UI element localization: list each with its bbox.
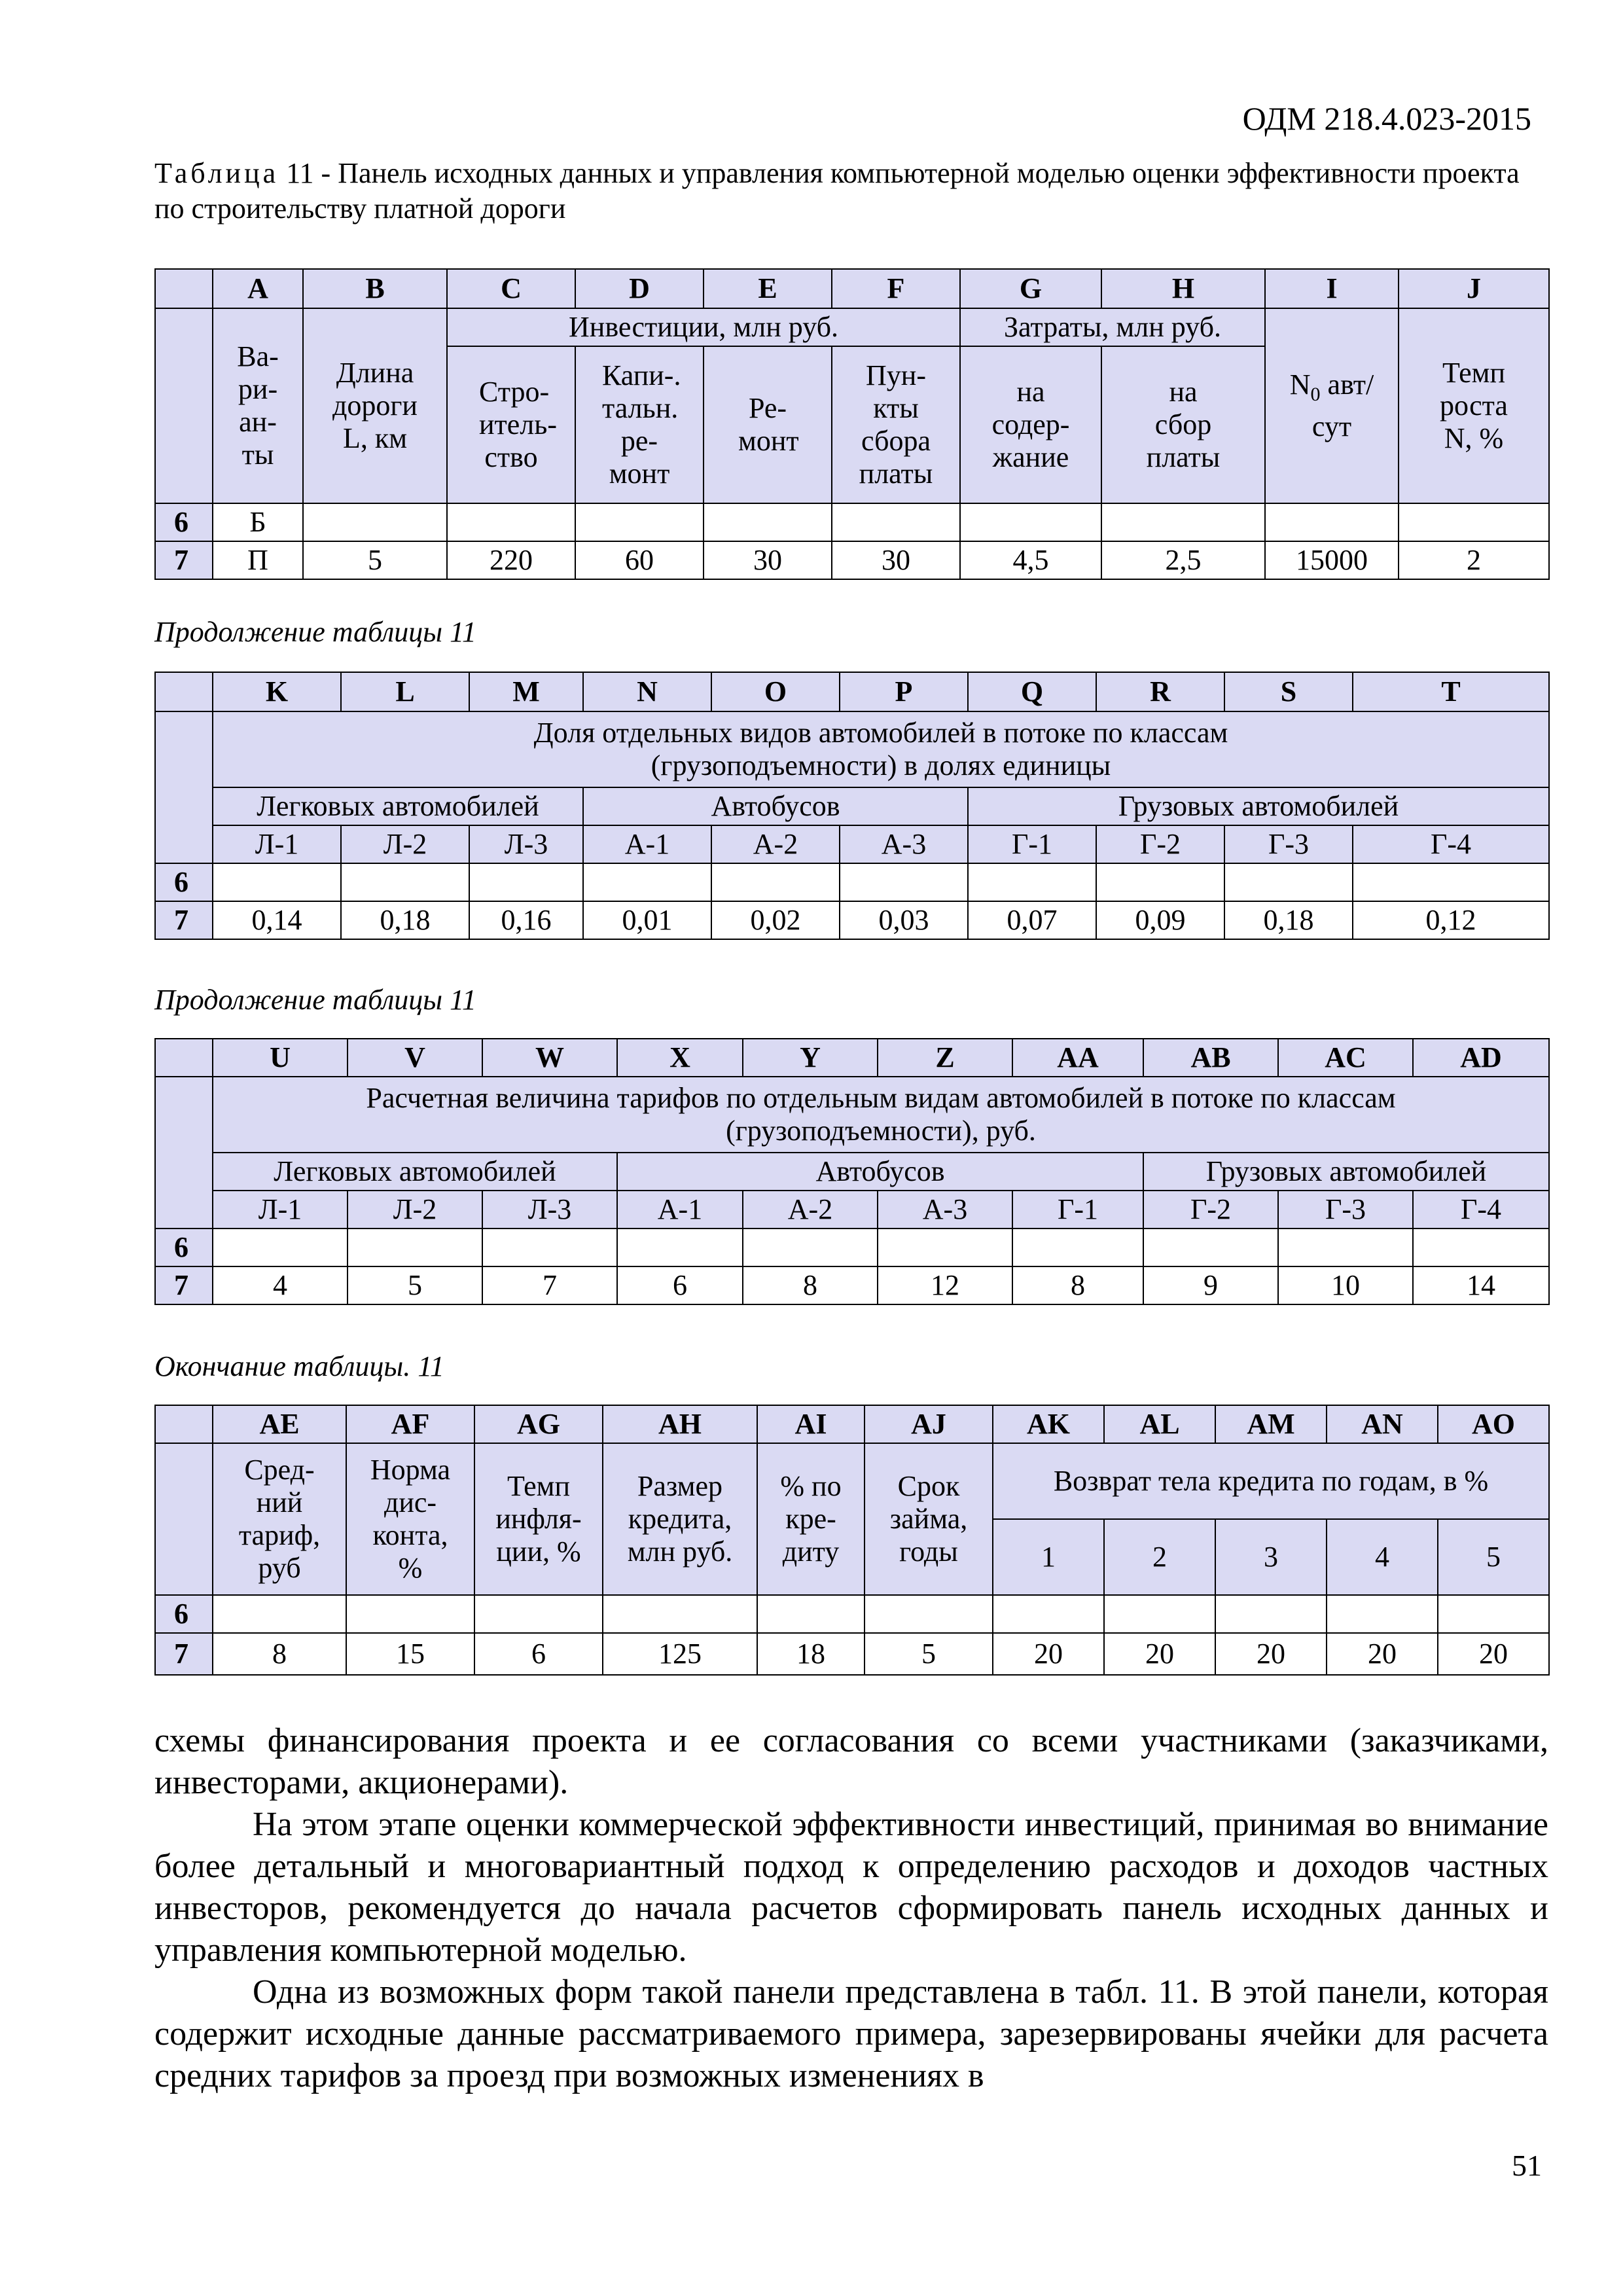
table-caption	[154, 156, 1535, 226]
table-cell	[617, 1229, 743, 1266]
class-label: Л-1	[213, 1191, 348, 1229]
n0-symbol: N	[1289, 368, 1311, 401]
class-label: А-2	[711, 825, 840, 863]
header-variants: Ва-ри-ан-ты	[213, 308, 303, 503]
class-label: Г-3	[1224, 825, 1353, 863]
column-letter: AK	[993, 1405, 1104, 1443]
header-toll-collection: на сбор платы	[1101, 346, 1265, 503]
table-cell: 0,03	[840, 901, 968, 939]
year-label: 4	[1327, 1519, 1438, 1595]
class-label: Л-3	[469, 825, 583, 863]
row-number-header	[155, 308, 213, 503]
class-label: Л-2	[348, 1191, 482, 1229]
column-letter: AH	[603, 1405, 757, 1443]
table-cell: 0,12	[1353, 901, 1549, 939]
table-cell: Б	[213, 503, 303, 541]
column-letter: G	[960, 269, 1101, 308]
header-avg-tariff: Сред-ний тариф, руб	[213, 1443, 346, 1595]
table-cell	[1012, 1229, 1143, 1266]
table-cell: 7	[482, 1266, 617, 1304]
column-letter: AD	[1413, 1039, 1549, 1077]
n0-unit: авт/сут	[1311, 368, 1374, 443]
corner-cell	[155, 1405, 213, 1443]
header-repair: Ре-монт	[704, 346, 832, 503]
table-cell: 20	[1327, 1633, 1438, 1675]
table-cell: 18	[757, 1633, 865, 1675]
table-cell	[1143, 1229, 1278, 1266]
header-capital-repair: Капи-. тальн. ре-монт	[575, 346, 704, 503]
group-trucks: Грузовых автомобилей	[968, 787, 1549, 825]
table-cell	[1413, 1229, 1549, 1266]
class-label: Г-3	[1278, 1191, 1413, 1229]
table-cell	[1224, 863, 1353, 901]
table-cell	[1096, 863, 1224, 901]
column-letter: K	[213, 672, 341, 711]
table-cell	[711, 863, 840, 901]
column-letter: P	[840, 672, 968, 711]
continuation-label: Продолжение таблицы 11	[154, 616, 476, 648]
table-11-part-4	[154, 1405, 1550, 1676]
table-cell	[1104, 1595, 1215, 1633]
table-cell	[1327, 1595, 1438, 1633]
table-cell: 4,5	[960, 541, 1101, 579]
caption-label: Таблица	[154, 157, 279, 189]
corner-cell	[155, 672, 213, 711]
group-cars: Легковых автомобилей	[213, 1153, 617, 1191]
table-11-part-3	[154, 1038, 1550, 1305]
class-label: Г-1	[1012, 1191, 1143, 1229]
table-cell: 30	[832, 541, 960, 579]
table-cell: 0,18	[1224, 901, 1353, 939]
group-trucks: Грузовых автомобилей	[1143, 1153, 1549, 1191]
table-cell: 8	[213, 1633, 346, 1675]
row-number-header	[155, 1443, 213, 1595]
year-label: 2	[1104, 1519, 1215, 1595]
table-cell: 5	[348, 1266, 482, 1304]
column-letter: V	[348, 1039, 482, 1077]
table-cell: 10	[1278, 1266, 1413, 1304]
header-toll-points: Пун-кты сбора платы	[832, 346, 960, 503]
header-loan-size: Размер кредита, млн руб.	[603, 1443, 757, 1595]
caption-text: 11 - Панель исходных данных и управления компьютерной моделью оценки эффективности проекта по строительству платной дороги	[154, 157, 1520, 224]
table-cell: П	[213, 541, 303, 579]
column-letter: E	[704, 269, 832, 308]
column-letter: A	[213, 269, 303, 308]
table-cell	[213, 1595, 346, 1633]
class-label: А-1	[617, 1191, 743, 1229]
continuation-label: Окончание таблицы. 11	[154, 1350, 444, 1382]
table-cell: 0,02	[711, 901, 840, 939]
column-letter: AM	[1215, 1405, 1327, 1443]
row-number: 6	[155, 863, 213, 901]
table-cell	[1438, 1595, 1549, 1633]
body-text	[154, 1720, 1548, 2097]
table-cell: 20	[1215, 1633, 1327, 1675]
tariff-title: Расчетная величина тарифов по отдельным видам автомобилей в потоке по классам (грузоподъемности), руб.	[213, 1077, 1549, 1153]
table-cell	[482, 1229, 617, 1266]
n0-subscript: 0	[1310, 383, 1321, 405]
table-cell: 0,07	[968, 901, 1096, 939]
table-cell: 15	[346, 1633, 474, 1675]
table-cell: 20	[1438, 1633, 1549, 1675]
table-cell: 0,16	[469, 901, 583, 939]
table-cell: 6	[617, 1266, 743, 1304]
header-growth-rate: Темп роста N, %	[1399, 308, 1549, 503]
header-discount-rate: Норма дис-конта, %	[346, 1443, 474, 1595]
table-cell: 0,14	[213, 901, 341, 939]
class-label: Г-4	[1413, 1191, 1549, 1229]
column-letter: D	[575, 269, 704, 308]
table-cell	[1215, 1595, 1327, 1633]
table-cell: 15000	[1265, 541, 1399, 579]
table-cell: 20	[1104, 1633, 1215, 1675]
row-number: 7	[155, 541, 213, 579]
row-number: 7	[155, 1266, 213, 1304]
header-inflation: Темп инфля-ции, %	[474, 1443, 603, 1595]
table-cell	[603, 1595, 757, 1633]
class-label: Г-2	[1096, 825, 1224, 863]
table-cell: 0,09	[1096, 901, 1224, 939]
page-number: 51	[1512, 2149, 1542, 2182]
group-cars: Легковых автомобилей	[213, 787, 583, 825]
column-letter: F	[832, 269, 960, 308]
header-maintenance: на содер-жание	[960, 346, 1101, 503]
table-cell: 0,01	[583, 901, 711, 939]
table-11-part-2	[154, 672, 1550, 940]
column-letter: L	[341, 672, 469, 711]
table-cell: 9	[1143, 1266, 1278, 1304]
table-cell	[743, 1229, 878, 1266]
row-number-header	[155, 1077, 213, 1229]
table-cell	[968, 863, 1096, 901]
column-letter: AN	[1327, 1405, 1438, 1443]
column-letter: W	[482, 1039, 617, 1077]
group-buses: Автобусов	[583, 787, 968, 825]
table-cell: 60	[575, 541, 704, 579]
row-number-header	[155, 711, 213, 863]
column-letter: AF	[346, 1405, 474, 1443]
paragraph: схемы финансирования проекта и ее согласования со всеми участниками (заказчиками, инвесторами, акционерами).	[154, 1722, 1548, 1801]
table-cell	[213, 863, 341, 901]
header-n0	[1265, 308, 1399, 503]
column-letter: AI	[757, 1405, 865, 1443]
table-cell: 12	[878, 1266, 1012, 1304]
column-letter: R	[1096, 672, 1224, 711]
header-length: Длина дороги L, км	[303, 308, 447, 503]
column-letter: Y	[743, 1039, 878, 1077]
paragraph: Одна из возможных форм такой панели представлена в табл. 11. В этой панели, которая содержит исходные данные рассматриваемого примера, зарезервированы ячейки для расчета средних тарифов за проезд при возможных изменениях в	[154, 1973, 1548, 2094]
table-cell	[474, 1595, 603, 1633]
table-cell	[348, 1229, 482, 1266]
row-number: 7	[155, 901, 213, 939]
column-letter: Q	[968, 672, 1096, 711]
table-cell	[341, 863, 469, 901]
row-number: 6	[155, 1595, 213, 1633]
column-letter: I	[1265, 269, 1399, 308]
table-cell: 5	[303, 541, 447, 579]
header-loan-term: Срок займа, годы	[865, 1443, 993, 1595]
column-letter: Z	[878, 1039, 1012, 1077]
header-investments: Инвестиции, млн руб.	[447, 308, 960, 346]
table-cell	[1101, 503, 1265, 541]
table-cell	[303, 503, 447, 541]
column-letter: AE	[213, 1405, 346, 1443]
table-cell	[840, 863, 968, 901]
group-buses: Автобусов	[617, 1153, 1143, 1191]
class-label: Г-2	[1143, 1191, 1278, 1229]
table-cell: 125	[603, 1633, 757, 1675]
class-label: Л-2	[341, 825, 469, 863]
table-cell: 30	[704, 541, 832, 579]
column-letter: U	[213, 1039, 348, 1077]
table-cell	[575, 503, 704, 541]
table-cell	[447, 503, 575, 541]
table-cell: 8	[1012, 1266, 1143, 1304]
table-cell	[469, 863, 583, 901]
class-label: А-3	[878, 1191, 1012, 1229]
column-letter: AB	[1143, 1039, 1278, 1077]
corner-cell	[155, 1039, 213, 1077]
table-cell: 2,5	[1101, 541, 1265, 579]
document-code: ОДМ 218.4.023-2015	[1242, 100, 1531, 137]
share-title: Доля отдельных видов автомобилей в потоке по классам (грузоподъемности) в долях единицы	[213, 711, 1549, 787]
table-cell	[832, 503, 960, 541]
table-cell	[993, 1595, 1104, 1633]
table-cell	[704, 503, 832, 541]
table-cell: 0,18	[341, 901, 469, 939]
table-cell	[1353, 863, 1549, 901]
table-cell	[865, 1595, 993, 1633]
table-cell	[1265, 503, 1399, 541]
table-cell	[960, 503, 1101, 541]
class-label: Л-1	[213, 825, 341, 863]
column-letter: AJ	[865, 1405, 993, 1443]
header-loan-percent: % по кре-диту	[757, 1443, 865, 1595]
table-cell: 4	[213, 1266, 348, 1304]
class-label: А-3	[840, 825, 968, 863]
column-letter: J	[1399, 269, 1549, 308]
column-letter: O	[711, 672, 840, 711]
paragraph: На этом этапе оценки коммерческой эффективности инвестиций, принимая во внимание более детальный и многовариантный подход к определению расходов и доходов частных инвесторов, рекомендуется до начала расчетов сформировать панель исходных данных и управления компьютерной моделью.	[154, 1806, 1548, 1969]
row-number: 7	[155, 1633, 213, 1675]
column-letter: AO	[1438, 1405, 1549, 1443]
column-letter: AL	[1104, 1405, 1215, 1443]
column-letter: N	[583, 672, 711, 711]
column-letter: B	[303, 269, 447, 308]
table-cell: 5	[865, 1633, 993, 1675]
column-letter: T	[1353, 672, 1549, 711]
class-label: Г-4	[1353, 825, 1549, 863]
class-label: Л-3	[482, 1191, 617, 1229]
table-cell: 6	[474, 1633, 603, 1675]
table-cell: 8	[743, 1266, 878, 1304]
table-cell	[583, 863, 711, 901]
class-label: А-1	[583, 825, 711, 863]
corner-cell	[155, 269, 213, 308]
table-cell	[1278, 1229, 1413, 1266]
class-label: Г-1	[968, 825, 1096, 863]
header-costs: Затраты, млн руб.	[960, 308, 1265, 346]
table-cell	[878, 1229, 1012, 1266]
table-cell: 220	[447, 541, 575, 579]
table-cell	[213, 1229, 348, 1266]
year-label: 5	[1438, 1519, 1549, 1595]
table-cell: 20	[993, 1633, 1104, 1675]
column-letter: S	[1224, 672, 1353, 711]
column-letter: M	[469, 672, 583, 711]
column-letter: C	[447, 269, 575, 308]
column-letter: AC	[1278, 1039, 1413, 1077]
year-label: 1	[993, 1519, 1104, 1595]
table-11-part-1	[154, 268, 1550, 580]
column-letter: AA	[1012, 1039, 1143, 1077]
table-cell	[346, 1595, 474, 1633]
header-construction: Стро-итель-ство	[447, 346, 575, 503]
table-cell	[1399, 503, 1549, 541]
table-cell: 14	[1413, 1266, 1549, 1304]
continuation-label: Продолжение таблицы 11	[154, 984, 476, 1016]
column-letter: X	[617, 1039, 743, 1077]
year-label: 3	[1215, 1519, 1327, 1595]
header-repayment: Возврат тела кредита по годам, в %	[993, 1443, 1549, 1519]
table-cell	[757, 1595, 865, 1633]
class-label: А-2	[743, 1191, 878, 1229]
row-number: 6	[155, 1229, 213, 1266]
row-number: 6	[155, 503, 213, 541]
column-letter: AG	[474, 1405, 603, 1443]
column-letter: H	[1101, 269, 1265, 308]
table-cell: 2	[1399, 541, 1549, 579]
